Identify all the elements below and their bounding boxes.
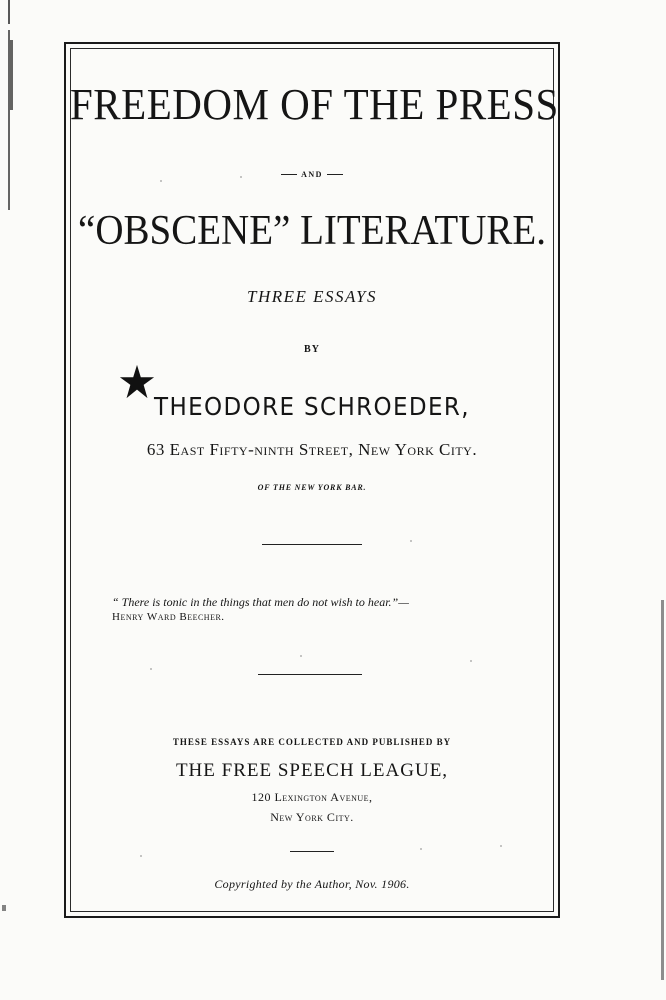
scan-speck [240,176,242,178]
scan-speck [470,660,472,662]
page-edge-left-mark [10,40,13,110]
divider-rule-3 [290,851,334,852]
page-edge-speck [2,905,6,911]
copyright-notice: Copyrighted by the Author, Nov. 1906. [214,877,410,891]
author-address: 63 East Fifty-ninth Street, New York City. [146,440,478,459]
subtitle: THREE ESSAYS [247,287,377,306]
scan-speck [140,855,142,857]
epigraph-quote: “ There is tonic in the things that men do not wish to hear.”— [112,595,409,609]
title-conjunction [70,166,554,182]
scan-speck [300,655,302,657]
epigraph-attribution: Henry Ward Beecher. [112,611,225,623]
by-label: BY [304,344,320,355]
scan-speck [150,668,152,670]
publisher-street: 120 Lexington Avenue, [251,790,373,804]
author-affiliation: OF THE NEW YORK BAR. [257,483,367,492]
conjunction-dash-left [281,174,297,175]
scan-speck [410,540,412,542]
publisher-name: THE FREE SPEECH LEAGUE, [175,760,449,781]
conjunction-text: AND [301,169,323,179]
page-edge-right [661,600,664,980]
publisher-city: New York City. [270,810,354,824]
conjunction-dash-right [327,174,343,175]
scan-speck [500,845,502,847]
title-line-1: FREEDOM OF THE PRESS [70,79,559,129]
scan-speck [160,180,162,182]
author-name: THEODORE SCHROEDER, [154,392,470,421]
divider-rule-2 [258,674,362,675]
divider-rule-1 [262,544,362,545]
publisher-intro: THESE ESSAYS ARE COLLECTED AND PUBLISHED BY [172,737,452,747]
scan-speck [420,848,422,850]
title-line-2: “OBSCENE” LITERATURE. [78,207,546,254]
